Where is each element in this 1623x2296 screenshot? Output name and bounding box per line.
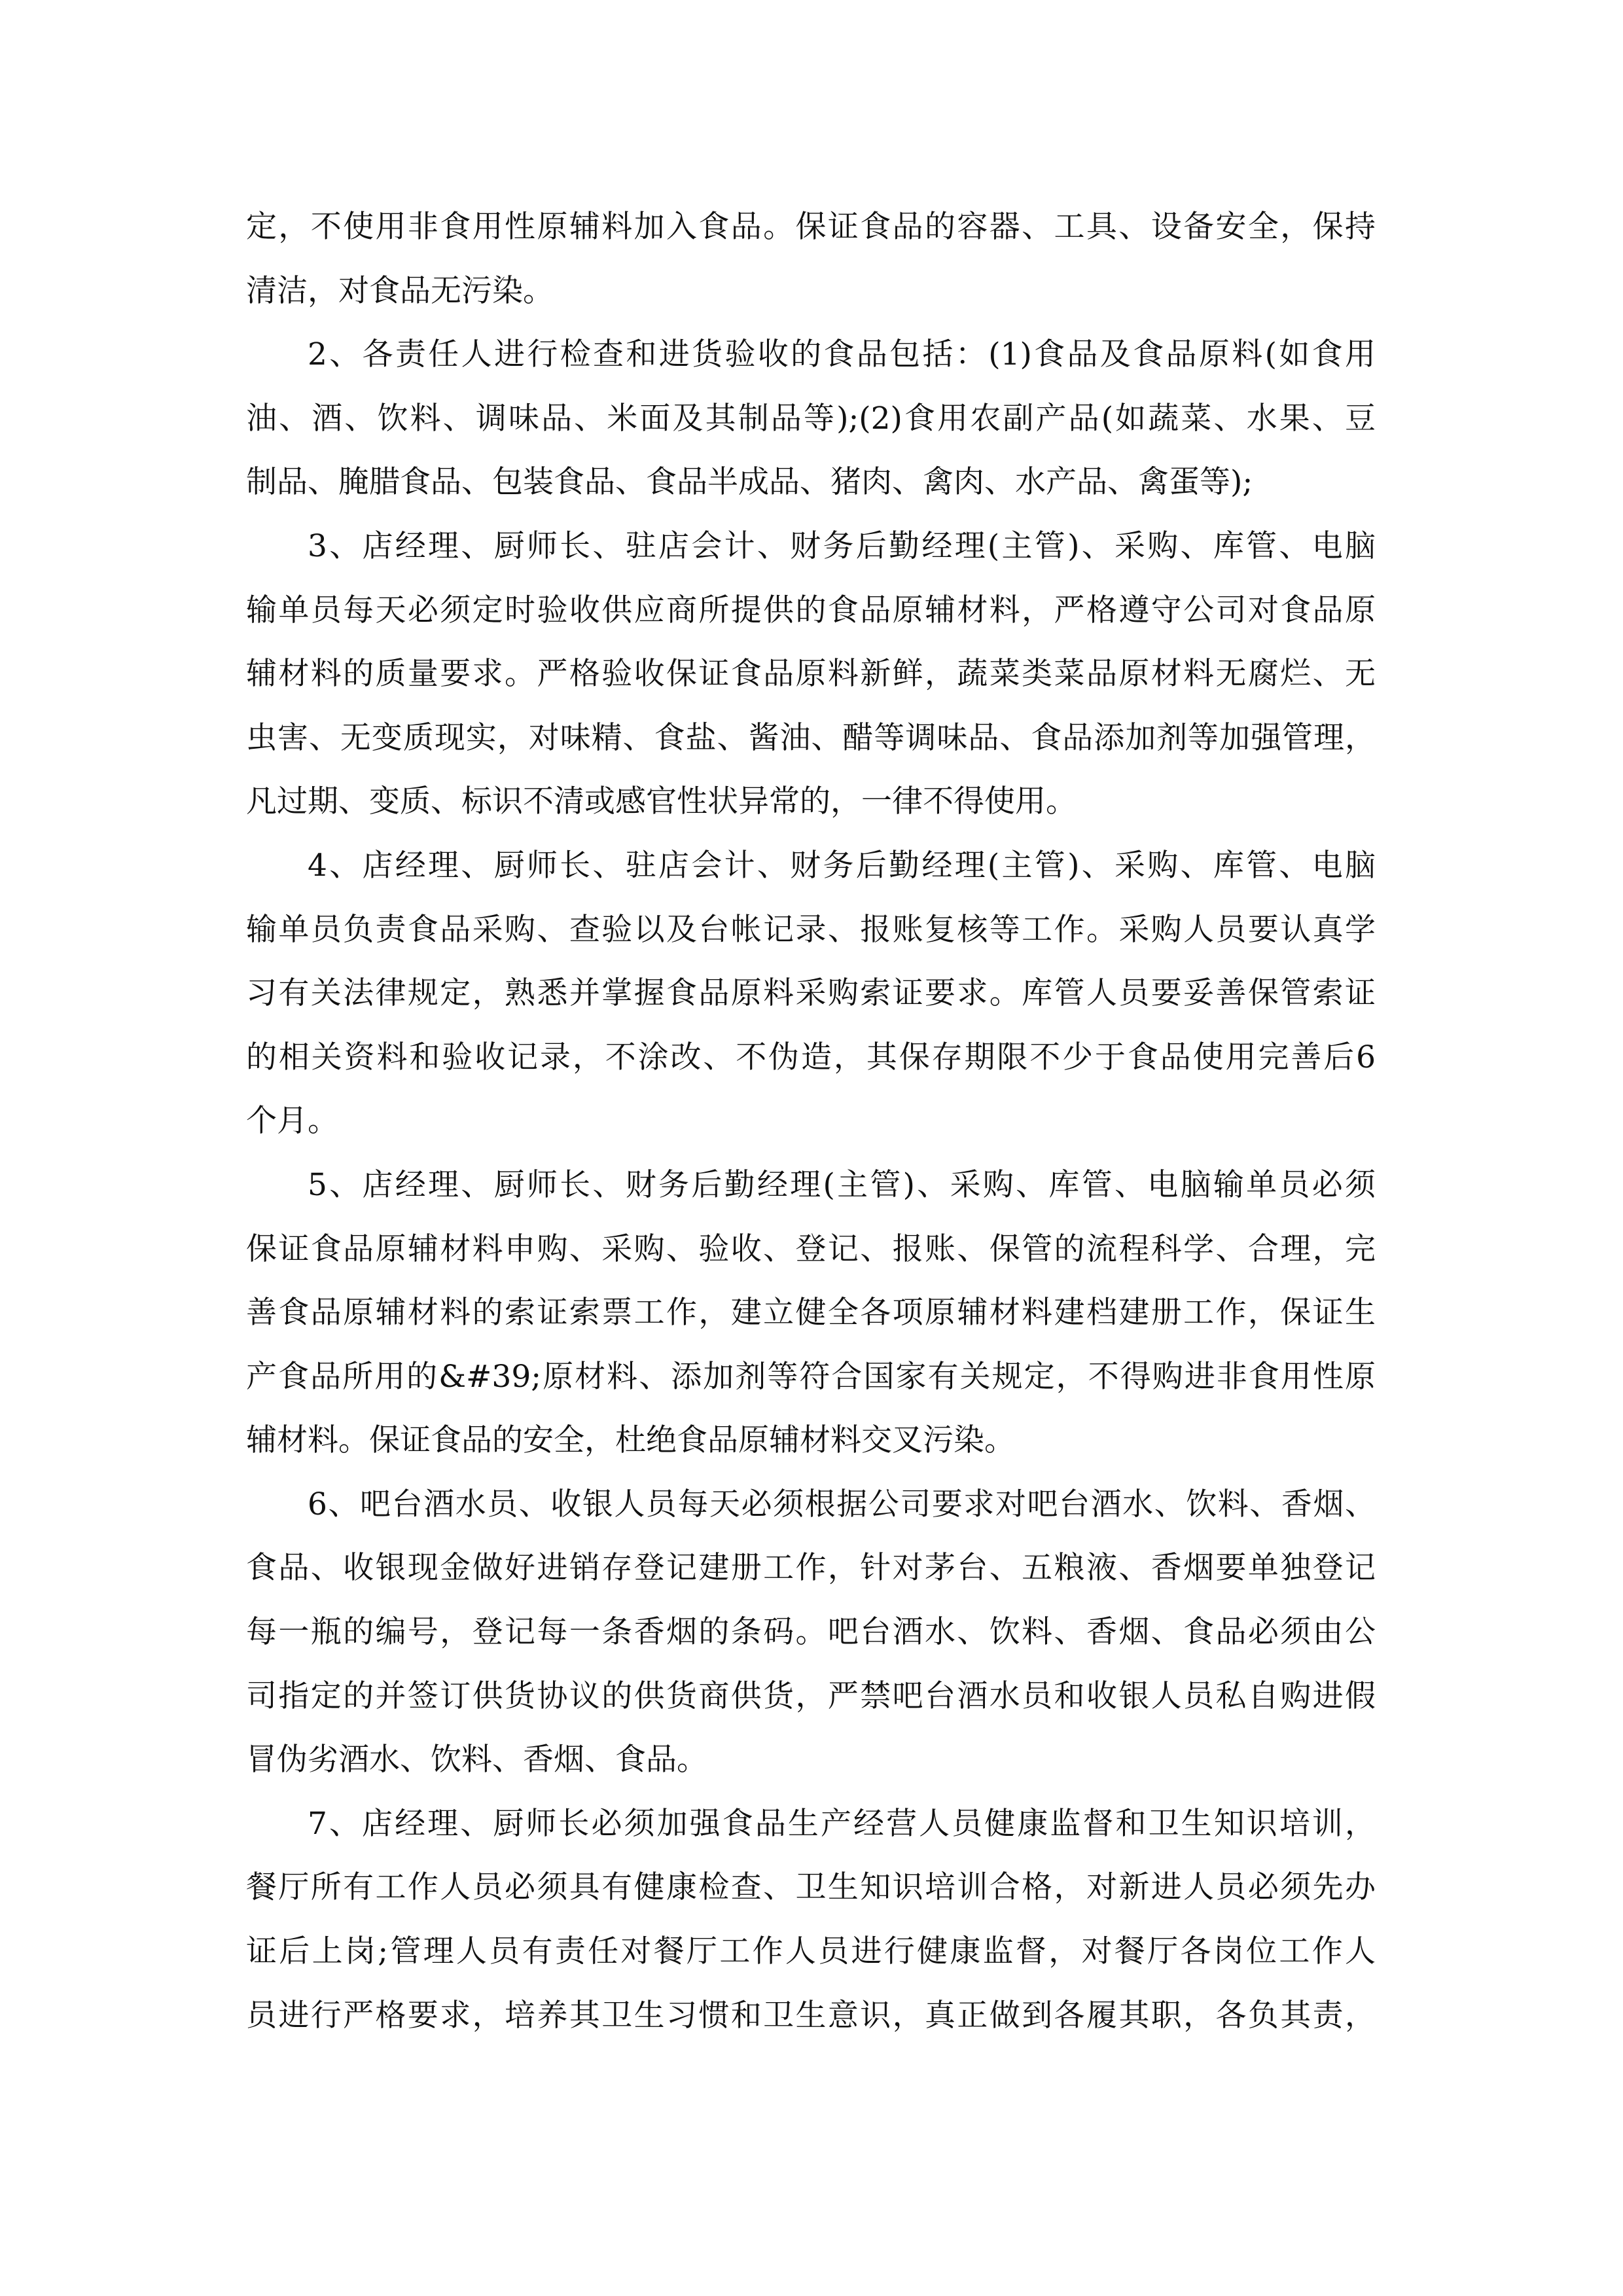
paragraph-2 [246,323,1376,514]
text-line: 产食品所用的&#39;原材料、添加剂等符合国家有关规定，不得购进非食用性原 [246,1358,1376,1395]
text-line: 辅材料。保证食品的安全，杜绝食品原辅材料交叉污染。 [246,1422,1015,1459]
text-line: 个月。 [246,1103,338,1139]
text-line: 清洁，对食品无污染。 [246,272,554,309]
paragraph-4 [246,834,1376,1153]
paragraph-3 [246,514,1376,834]
text-line: 7、店经理、厨师长必须加强食品生产经营人员健康监督和卫生知识培训， [308,1805,1376,1842]
text-line: 输单员每天必须定时验收供应商所提供的食品原辅材料，严格遵守公司对食品原 [246,592,1376,628]
paragraph-continuation [246,195,1376,323]
text-line: 餐厅所有工作人员必须具有健康检查、卫生知识培训合格，对新进人员必须先办 [246,1869,1376,1906]
text-line: 每一瓶的编号，登记每一条香烟的条码。吧台酒水、饮料、香烟、食品必须由公 [246,1614,1376,1651]
text-line: 虫害、无变质现实，对味精、食盐、酱油、醋等调味品、食品添加剂等加强管理， [246,719,1376,756]
text-line: 定，不使用非食用性原辅料加入食品。保证食品的容器、工具、设备安全，保持 [246,209,1376,245]
text-line: 4、店经理、厨师长、驻店会计、财务后勤经理(主管)、采购、库管、电脑 [308,847,1376,884]
text-line: 油、酒、饮料、调味品、米面及其制品等);(2)食用农副产品(如蔬菜、水果、豆 [246,400,1376,437]
text-line: 6、吧台酒水员、收银人员每天必须根据公司要求对吧台酒水、饮料、香烟、 [308,1486,1376,1522]
paragraph-6 [246,1473,1376,1792]
document-body [246,195,1376,2047]
text-line: 制品、腌腊食品、包装食品、食品半成品、猪肉、禽肉、水产品、禽蛋等); [246,464,1253,501]
text-line: 证后上岗;管理人员有责任对餐厅工作人员进行健康监督，对餐厅各岗位工作人 [246,1933,1376,1970]
paragraph-7 [246,1792,1376,2047]
text-line: 输单员负责食品采购、查验以及台帐记录、报账复核等工作。采购人员要认真学 [246,911,1376,948]
text-line: 凡过期、变质、标识不清或感官性状异常的，一律不得使用。 [246,783,1077,820]
text-line: 员进行严格要求，培养其卫生习惯和卫生意识，真正做到各履其职，各负其责， [246,1997,1376,2034]
text-line: 辅材料的质量要求。严格验收保证食品原料新鲜，蔬菜类菜品原材料无腐烂、无 [246,656,1376,692]
text-line: 3、店经理、厨师长、驻店会计、财务后勤经理(主管)、采购、库管、电脑 [308,528,1376,564]
text-line: 冒伪劣酒水、饮料、香烟、食品。 [246,1742,707,1778]
paragraph-5 [246,1153,1376,1473]
text-line: 5、店经理、厨师长、财务后勤经理(主管)、采购、库管、电脑输单员必须 [308,1166,1376,1203]
text-line: 2、各责任人进行检查和进货验收的食品包括：(1)食品及食品原料(如食用 [308,336,1376,373]
text-line: 善食品原辅材料的索证索票工作，建立健全各项原辅材料建档建册工作，保证生 [246,1295,1376,1331]
text-line: 保证食品原辅材料申购、采购、验收、登记、报账、保管的流程科学、合理，完 [246,1230,1376,1267]
text-line: 习有关法律规定，熟悉并掌握食品原料采购索证要求。库管人员要妥善保管索证 [246,975,1376,1012]
text-line: 食品、收银现金做好进销存登记建册工作，针对茅台、五粮液、香烟要单独登记 [246,1550,1376,1587]
text-line: 司指定的并签订供货协议的供货商供货，严禁吧台酒水员和收银人员私自购进假 [246,1677,1376,1714]
text-line: 的相关资料和验收记录，不涂改、不伪造，其保存期限不少于食品使用完善后6 [246,1039,1376,1075]
